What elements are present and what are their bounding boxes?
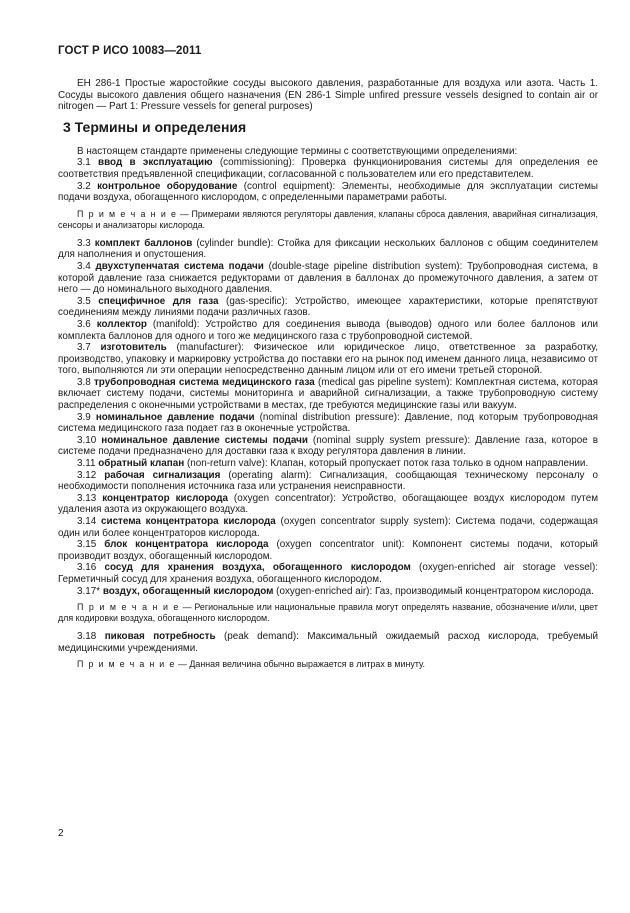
section-title: 3 Термины и определения xyxy=(63,118,247,135)
term-3-11: 3.11 обратный клапан (non-return valve): Клапан, который пропускает поток газа только в одном направлении. xyxy=(77,458,589,470)
document-header: ГОСТ Р ИСО 10083—2011 xyxy=(58,45,202,57)
term-3-6: 3.6 коллектор (manifold): Устройство для соединения вывода (выводов) одного или более баллонов или комплекта баллонов для одного и того же медицинского газа с трубопроводной системой. xyxy=(58,318,598,342)
page-number: 2 xyxy=(58,828,64,839)
note-3: П р и м е ч а н и е — Данная величина обычно выражается в литрах в минуту. xyxy=(77,659,425,670)
term-3-9: 3.9 номинальное давление подачи (nominal distribution pressure): Давление, под которым трубопроводная система медицинского газа подает газ в оконечные устройства. xyxy=(58,411,598,435)
term-3-13: 3.13 концентратор кислорода (oxygen concentrator): Устройство, обогащающее воздух кислородом путем удаления азота из окружающего воздуха. xyxy=(58,492,598,516)
reference-text: EH 286-1 Простые жаростойкие сосуды высокого давления, разработанные для воздуха или азота. Часть 1. Сосуды высокого давления общего назначения (EN 286-1 Simple unfired pressure vessels designed to contain air or nitrogen — Part 1: Pressure vessels for general purposes) xyxy=(58,78,598,113)
term-3-3: 3.3 комплект баллонов (cylinder bundle): Стойка для фиксации нескольких баллонов с общим соединителем для наполнения и опустошения. xyxy=(58,237,599,261)
term-3-1: 3.1 ввод в эксплуатацию (commissioning): Проверка функционирования системы для определения ее соответствия предъявленной спецификации, согласованной с пользователем или его представителем. xyxy=(58,157,598,180)
term-3-2: 3.2 контрольное оборудование (control equipment): Элементы, необходимые для эксплуатации системы подачи воздуха, обогащенного кислородом, с определенными параметрами работы. xyxy=(58,180,598,204)
term-3-8: 3.8 трубопроводная система медицинского газа (medical gas pipeline system): Комплектная система, которая включает систему подачи, системы мониторинга и аварийной сигнализации, а также трубопроводную систему распределения с оконечными устройствами в местах, где требуются медицинские газы или вакуум. xyxy=(58,376,598,412)
term-3-10: 3.10 номинальное давление системы подачи (nominal supply system pressure): Давление газа, которое в системе подачи предназначено для доставки газа к входу регулятора давления в линии. xyxy=(58,434,598,458)
term-3-5: 3.5 специфичное для газа (gas-specific): Устройство, имеющее характеристики, которые препятствуют соединениям между линиями подачи различных газов. xyxy=(58,295,599,319)
term-3-17: 3.17* воздух, обогащенный кислородом (oxygen-enriched air): Газ, производимый концентратором кислорода. xyxy=(77,585,594,597)
note-2: П р и м е ч а н и е — Региональные или национальные правила могут определять название, обозначение и/или, цвет для кодировки воздуха, обогащенного кислородом. xyxy=(58,602,598,624)
term-3-18: 3.18 пиковая потребность (peak demand): Максимальный ожидаемый расход кислорода, требуемый медицинскими учреждениями. xyxy=(58,631,598,654)
term-3-7: 3.7 изготовитель (manufacturer): Физическое или юридическое лицо, ответственное за разработку, производство, упаковку и маркировку устройства до поставки его на рынок под именем данного лица, независимо от того, выполняются ли эти операции непосредственно данным лицом или от его имени третьей стороной. xyxy=(58,342,598,377)
term-3-16: 3.16 сосуд для хранения воздуха, обогащенного кислородом (oxygen-enriched air storage vessel): Герметичный сосуд для хранения воздуха, обогащенного кислородом. xyxy=(58,562,598,585)
term-3-12: 3.12 рабочая сигнализация (operating alarm): Сигнализация, сообщающая техническому персоналу о необходимости пополнения источника газа или устранения неисправности. xyxy=(58,469,599,493)
term-3-14: 3.14 система концентратора кислорода (oxygen concentrator supply system): Система подачи, содержащая один или более концентраторов кислорода. xyxy=(58,516,598,539)
intro-text: В настоящем стандарте применены следующие термины с соответствующими определениями: xyxy=(77,145,518,157)
note-1: П р и м е ч а н и е — Примерами являются регуляторы давления, клапаны сброса давления, аварийная сигнализация, сенсоры и анализаторы кислорода. xyxy=(58,208,598,230)
term-3-15: 3.15 блок концентратора кислорода (oxygen concentrator unit): Компонент системы подачи, который производит воздух, обогащенный кислородом. xyxy=(58,539,599,562)
term-3-4: 3.4 двухступенчатая система подачи (double-stage pipeline distribution system): Трубопроводная система, в которой давление газа снижается редукторами от давления в баллонах до промежуточного давления, а затем от него — до номинального выходного давления. xyxy=(58,260,598,296)
